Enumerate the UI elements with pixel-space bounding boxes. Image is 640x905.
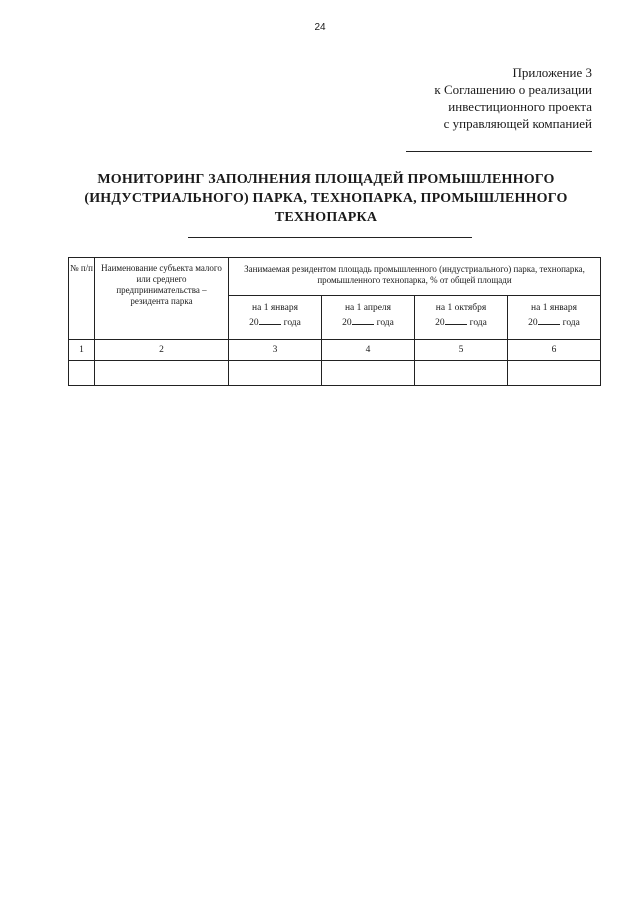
year-blank (538, 315, 560, 325)
date-year-suffix: года (469, 318, 487, 328)
year-blank (445, 315, 467, 325)
table-cell (415, 361, 508, 386)
header-date (415, 296, 508, 340)
title-fill-line (188, 237, 472, 238)
title-line: (ИНДУСТРИАЛЬНОГО) ПАРКА, ТЕХНОПАРКА, ПРОМЫШЛЕННОГО (84, 191, 568, 206)
table-cell (322, 361, 415, 386)
column-number: 4 (322, 340, 415, 361)
header-date (322, 296, 415, 340)
appendix-line: к Соглашению о реализации (434, 82, 592, 97)
appendix-line: Приложение 3 (512, 65, 592, 80)
column-number: 5 (415, 340, 508, 361)
date-label: на 1 января (252, 303, 298, 313)
appendix-line: инвестиционного проекта (448, 99, 592, 114)
column-number: 2 (95, 340, 229, 361)
table-cell (508, 361, 601, 386)
appendix-note (362, 64, 592, 132)
date-year-prefix: 20 (249, 318, 259, 328)
date-year-prefix: 20 (342, 318, 352, 328)
header-resident-name: Наименование субъекта малого или среднего предпринимательства – резидента парка (95, 258, 229, 340)
appendix-divider (406, 151, 592, 152)
header-number: № п/п (69, 258, 95, 340)
monitoring-table (68, 257, 601, 386)
column-number-row (69, 340, 601, 361)
table-header-row (69, 258, 601, 296)
table-cell (69, 361, 95, 386)
column-number: 1 (69, 340, 95, 361)
date-label: на 1 апреля (344, 303, 392, 313)
page-number: 24 (314, 22, 326, 33)
date-year-suffix: года (283, 318, 301, 328)
date-year-prefix: 20 (528, 318, 538, 328)
table-cell (229, 361, 322, 386)
column-number: 3 (229, 340, 322, 361)
header-date (229, 296, 322, 340)
year-blank (352, 315, 374, 325)
date-year-prefix: 20 (435, 318, 445, 328)
table-cell (95, 361, 229, 386)
title-line: ТЕХНОПАРКА (274, 210, 378, 225)
date-year-suffix: года (376, 318, 394, 328)
header-occupied-area: Занимаемая резидентом площадь промышленного (индустриального) парка, технопарка, промышленного технопарка, % от общей площади (229, 258, 601, 296)
document-title (60, 170, 592, 227)
date-label: на 1 октября (435, 303, 487, 313)
date-year-suffix: года (562, 318, 580, 328)
date-label: на 1 января (531, 303, 577, 313)
title-line: МОНИТОРИНГ ЗАПОЛНЕНИЯ ПЛОЩАДЕЙ ПРОМЫШЛЕННОГО (97, 172, 555, 187)
appendix-line: с управляющей компанией (443, 116, 592, 131)
column-number: 6 (508, 340, 601, 361)
header-date (508, 296, 601, 340)
year-blank (259, 315, 281, 325)
table-row (69, 361, 601, 386)
